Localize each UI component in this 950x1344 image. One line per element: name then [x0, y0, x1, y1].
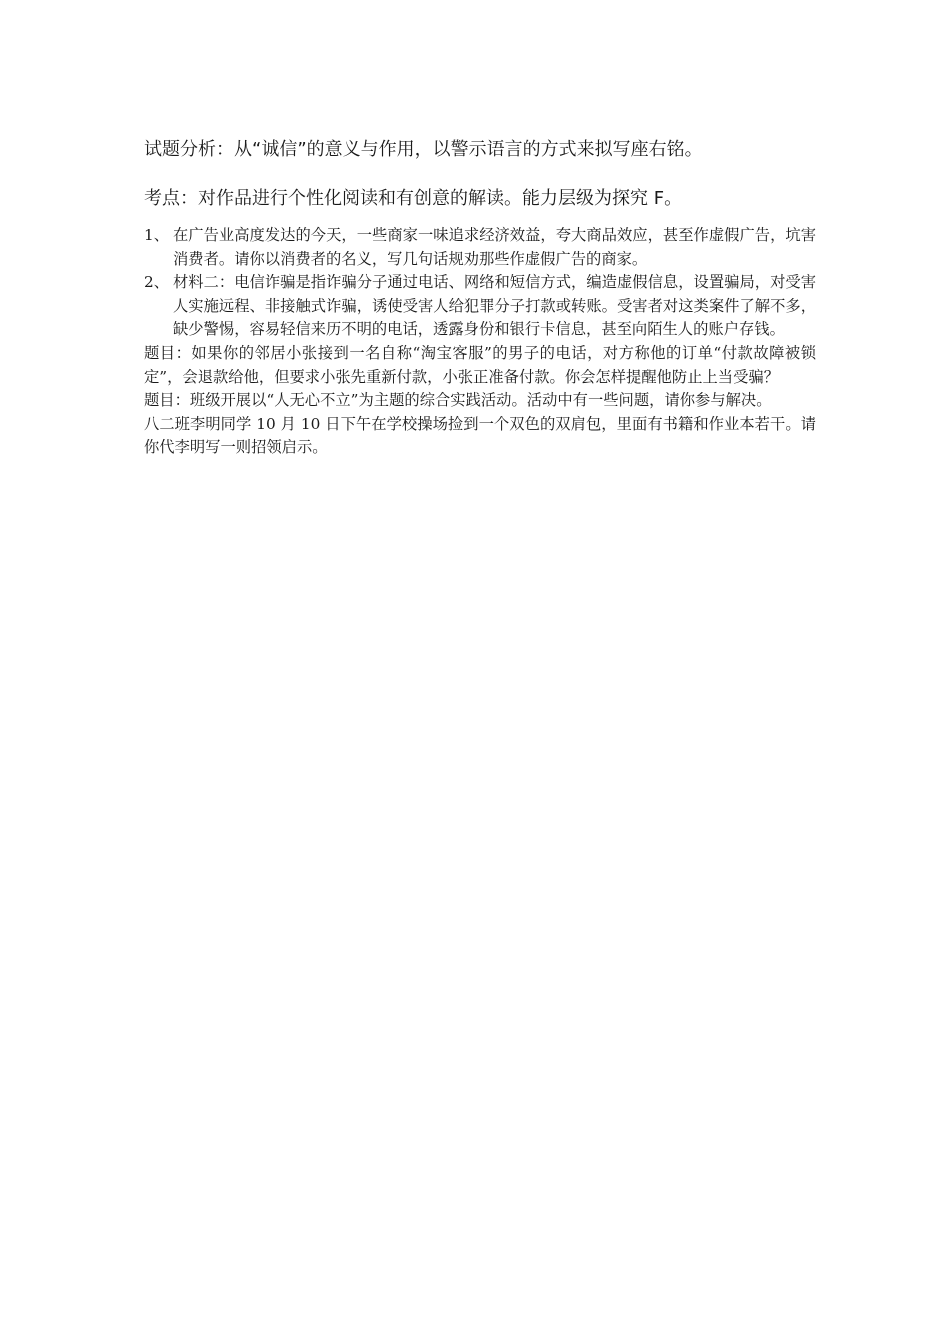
- document-body: [144, 224, 816, 460]
- question-item-2: [144, 271, 816, 342]
- analysis-heading: 试题分析：从“诚信”的意义与作用，以警示语言的方式来拟写座右铭。: [144, 139, 703, 160]
- question-text: 在广告业高度发达的今天，一些商家一味追求经济效益，夸大商品效应，甚至作虚假广告，坑害消费者。请你以消费者的名义，写几句话规劝那些作虚假广告的商家。: [173, 226, 816, 268]
- question-number: 2、: [144, 273, 170, 292]
- question-number: 1、: [144, 226, 170, 244]
- question-item-1: [144, 224, 816, 271]
- exam-point-heading: 考点：对作品进行个性化阅读和有创意的解读。能力层级为探究 F。: [144, 188, 683, 209]
- prompt-paragraph-2: 题目：班级开展以“人无心不立”为主题的综合实践活动。活动中有一些问题，请你参与解决。: [144, 391, 772, 410]
- prompt-paragraph-3: 八二班李明同学 10 月 10 日下午在学校操场捡到一个双色的双肩包，里面有书籍和作业本若干。请你代李明写一则招领启示。: [144, 414, 816, 457]
- prompt-paragraph-1: 题目：如果你的邻居小张接到一名自称“淘宝客服”的男子的电话，对方称他的订单“付款故障被锁定”，会退款给他，但要求小张先重新付款，小张正准备付款。你会怎样提醒他防止上当受骗？: [144, 343, 816, 386]
- question-text: 材料二：电信诈骗是指诈骗分子通过电话、网络和短信方式，编造虚假信息，设置骗局，对受害人实施远程、非接触式诈骗，诱使受害人给犯罪分子打款或转账。受害者对这类案件了解不多，缺少警惕，容易轻信来历不明的电话，透露身份和银行卡信息，甚至向陌生人的账户存钱。: [173, 273, 816, 339]
